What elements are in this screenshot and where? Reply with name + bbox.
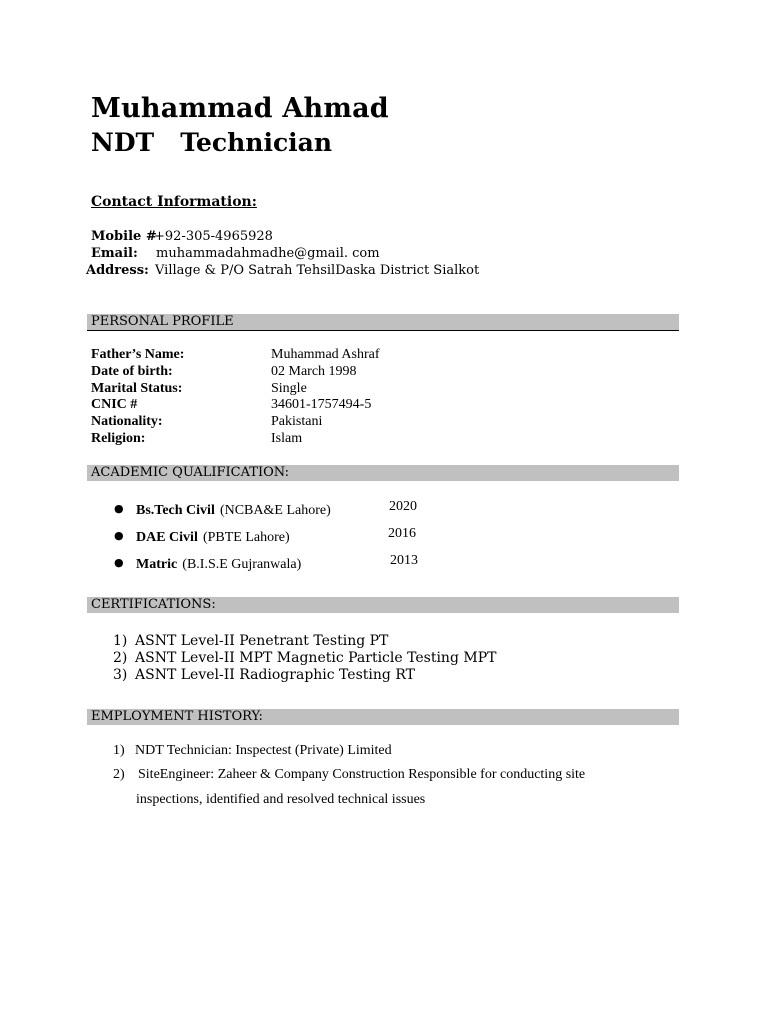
religion-value: Islam (271, 431, 303, 446)
degree-name: Matric (136, 557, 178, 572)
dob-label: Date of birth: (91, 364, 173, 379)
degree-name: Bs.Tech Civil (136, 503, 215, 518)
email-label: Email: (91, 246, 138, 261)
academic-item (136, 553, 301, 573)
job-title: NDT Technician (91, 128, 333, 157)
academic-year: 2016 (388, 526, 416, 541)
certifications-heading: CERTIFICATIONS: (87, 597, 679, 613)
religion-label: Religion: (91, 431, 146, 446)
employment-text-continued: inspections, identified and resolved technical issues (136, 792, 426, 807)
employment-heading: EMPLOYMENT HISTORY: (87, 709, 679, 725)
academic-heading: ACADEMIC QUALIFICATION: (87, 465, 679, 481)
bullet-icon: ● (114, 556, 124, 569)
institute-name: (NCBA&E Lahore) (219, 503, 331, 518)
personal-profile-heading: PERSONAL PROFILE (87, 314, 679, 331)
email-value: muhammadahmadhe@gmail. com (156, 246, 380, 261)
academic-year: 2013 (390, 553, 418, 568)
marital-status-value: Single (271, 381, 307, 396)
cert-text: ASNT Level-II MPT Magnetic Particle Testing MPT (135, 650, 497, 666)
contact-heading: Contact Information: (91, 194, 257, 210)
address-value: Village & P/O Satrah TehsilDaska District Sialkot (155, 263, 480, 278)
institute-name: (PBTE Lahore) (202, 530, 290, 545)
employment-text: NDT Technician: Inspectest (Private) Limited (135, 743, 392, 758)
academic-year: 2020 (389, 499, 417, 514)
mobile-value: +92-305-4965928 (154, 229, 273, 244)
fathers-name-label: Father’s Name: (91, 347, 185, 362)
cert-text: ASNT Level-II Penetrant Testing PT (135, 633, 389, 649)
cnic-value: 34601-1757494-5 (271, 397, 372, 412)
nationality-value: Pakistani (271, 414, 323, 429)
employment-number: 1) (113, 743, 125, 758)
marital-status-label: Marital Status: (91, 381, 183, 396)
degree-name: DAE Civil (136, 530, 198, 545)
academic-item (136, 526, 290, 546)
address-label: Address: (86, 263, 149, 278)
employment-text: SiteEngineer: Zaheer & Company Construction Responsible for conducting site (138, 767, 586, 782)
mobile-label: Mobile # (91, 229, 157, 244)
bullet-icon: ● (114, 529, 124, 542)
applicant-name: Muhammad Ahmad (91, 93, 389, 124)
employment-number: 2) (113, 767, 125, 782)
cert-number: 1) (113, 633, 128, 649)
academic-item (136, 499, 331, 519)
fathers-name-value: Muhammad Ashraf (271, 347, 380, 362)
nationality-label: Nationality: (91, 414, 163, 429)
cert-text: ASNT Level-II Radiographic Testing RT (135, 667, 415, 683)
institute-name: (B.I.S.E Gujranwala) (182, 557, 302, 572)
cert-number: 3) (113, 667, 128, 683)
cnic-label: CNIC # (91, 397, 138, 412)
bullet-icon: ● (114, 502, 124, 515)
dob-value: 02 March 1998 (271, 364, 357, 379)
cert-number: 2) (113, 650, 128, 666)
